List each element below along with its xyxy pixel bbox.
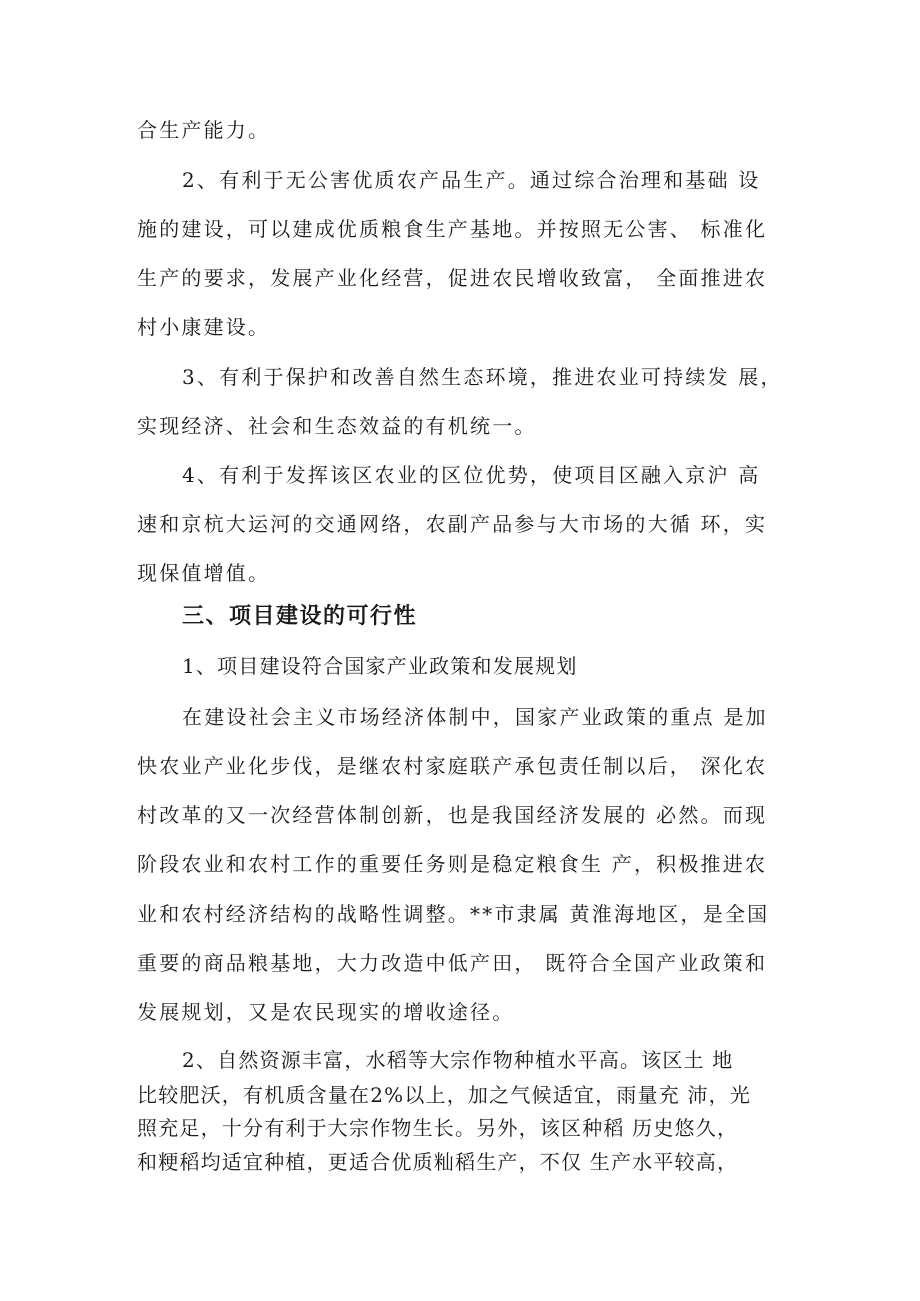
text-line: 施的建设，可以建成优质粮食生产基地。并按照无公害、 标准化 bbox=[137, 217, 768, 241]
text-line: 实现经济、社会和生态效益的有机统一。 bbox=[137, 414, 537, 438]
text-line: 2、自然资源丰富，水稻等大宗作物种植水平高。该区土 地 bbox=[182, 1048, 734, 1072]
section-heading: 三、项目建设的可行性 bbox=[182, 604, 418, 629]
subheading: 1、项目建设符合国家产业政策和发展规划 bbox=[182, 654, 578, 678]
text-line: 速和京杭大运河的交通网络，农副产品参与大市场的大循 环，实 bbox=[137, 512, 768, 536]
text-line: 3、有利于保护和改善自然生态环境，推进农业可持续发 展， bbox=[182, 365, 783, 389]
text-line: 业和农村经济结构的战略性调整。**市隶属 黄淮海地区，是全国 bbox=[137, 902, 770, 926]
text-line: 比较肥沃，有机质含量在2%以上，加之气候适宜，雨量充 沛，光 bbox=[137, 1083, 752, 1107]
text-line: 发展规划，又是农民现实的增收途径。 bbox=[137, 1000, 515, 1024]
text-line: 现保值增值。 bbox=[137, 561, 271, 585]
text-line: 阶段农业和农村工作的重要任务则是稳定粮食生 产，积极推进农 bbox=[137, 852, 768, 876]
text-line: 重要的商品粮基地，大力改造中低产田， 既符合全国产业政策和 bbox=[137, 951, 768, 975]
text-line: 快农业产业化步伐，是继农村家庭联产承包责任制以后， 深化农 bbox=[137, 754, 768, 778]
text-line: 照充足，十分有利于大宗作物生长。另外，该区种稻 历史悠久， bbox=[137, 1116, 739, 1140]
text-line: 村小康建设。 bbox=[137, 315, 271, 339]
text-line: 在建设社会主义市场经济体制中，国家产业政策的重点 是加 bbox=[182, 705, 768, 729]
text-line: 和粳稻均适宜种植，更适合优质籼稻生产，不仅 生产水平较高， bbox=[137, 1150, 739, 1174]
text-line: 2、有利于无公害优质农产品生产。通过综合治理和基础 设 bbox=[182, 168, 761, 192]
text-line: 村改革的又一次经营体制创新，也是我国经济发展的 必然。而现 bbox=[137, 803, 768, 827]
text-line: 4、有利于发挥该区农业的区位优势，使项目区融入京沪 高 bbox=[182, 463, 761, 487]
text-line: 合生产能力。 bbox=[137, 118, 271, 142]
text-line: 生产的要求，发展产业化经营，促进农民增收致富， 全面推进农 bbox=[137, 266, 768, 290]
